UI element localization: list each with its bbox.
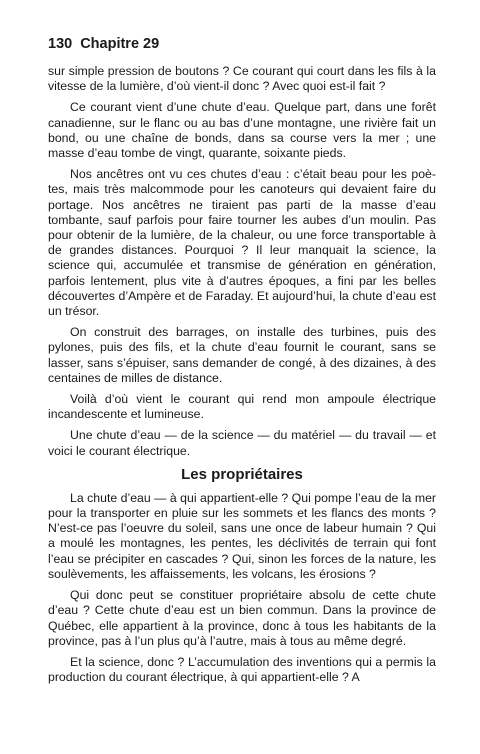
page-number: 130 [48, 36, 73, 52]
paragraph: Nos ancêtres ont vu ces chutes d’eau : c’était beau pour les poètes, mais très malcommode pour les canoteurs qui devaient faire du portage. Nos ancêtres ne tiraient pas parti de la masse d’eau tombante, sauf parfois pour faire tourner les aubes d’un moulin. Pas pour obtenir de la lumière, de la chaleur, ou une force transportable à de grandes distances. Pourquoi ? Il leur manquait la science, la science qui, accumulée et transmise de génération en génération, parfois lentement, plus vite à d’autres époques, a fini par les belles découvertes d’Ampère et de Faraday. Et aujourd’hui, la chute d’eau est un trésor. [48, 167, 436, 319]
paragraph: Et la science, donc ? L’accumulation des inventions qui a permis la production du courant électrique, à qui appartient-elle ? A [48, 654, 436, 685]
paragraph: La chute d’eau — à qui appartient-elle ? Qui pompe l’eau de la mer pour la transporter en pluie sur les sommets et les flancs des monts ? N’est-ce pas l’oeuvre du soleil, sans une once de labeur humain ? Qui a moulé les montagnes, les pentes, les déclivités de terrain qui font l’eau se précipiter en cascades ? Qui, sinon les forces de la nature, les soulèvements, les affaissements, les volcans, les érosions ? [48, 490, 436, 581]
book-page [48, 34, 436, 691]
paragraph: Ce courant vient d’une chute d’eau. Quelque part, dans une forêt canadienne, sur le flanc ou au bas d’une montagne, une rivière fait un bond, ou une chaîne de bonds, dans sa course vers la mer ; une masse d’eau tombe de vingt, quarante, soixante pieds. [48, 100, 436, 161]
running-head [48, 34, 436, 54]
chapter-title: Chapitre 29 [80, 36, 160, 52]
paragraph-continued: sur simple pression de boutons ? Ce courant qui court dans les fils à la vitesse de la lumière, d’où vient-il donc ? Avec quoi est-il fait ? [48, 64, 436, 94]
paragraph: On construit des barrages, on installe des turbines, puis des pylones, puis des fils, et la chute d’eau fournit le courant, sans se lasser, sans s’épuiser, sans demander de congé, à des dizaines, à des centaines de milles de distance. [48, 325, 436, 385]
paragraph: Une chute d’eau — de la science — du matériel — du travail — et voici le courant électrique. [48, 428, 436, 458]
paragraph: Qui donc peut se constituer propriétaire absolu de cette chute d’eau ? Cette chute d’eau est un bien commun. Dans la province de Québec, elle appartient à la province, donc à tous les habitants de la province, pas à l’un plus qu’à l’autre, mais à tous au même degré. [48, 588, 436, 648]
section-heading: Les propriétaires [181, 465, 303, 483]
paragraph: Voilà d’où vient le courant qui rend mon ampoule électrique incandescente et lumineuse. [48, 392, 436, 422]
